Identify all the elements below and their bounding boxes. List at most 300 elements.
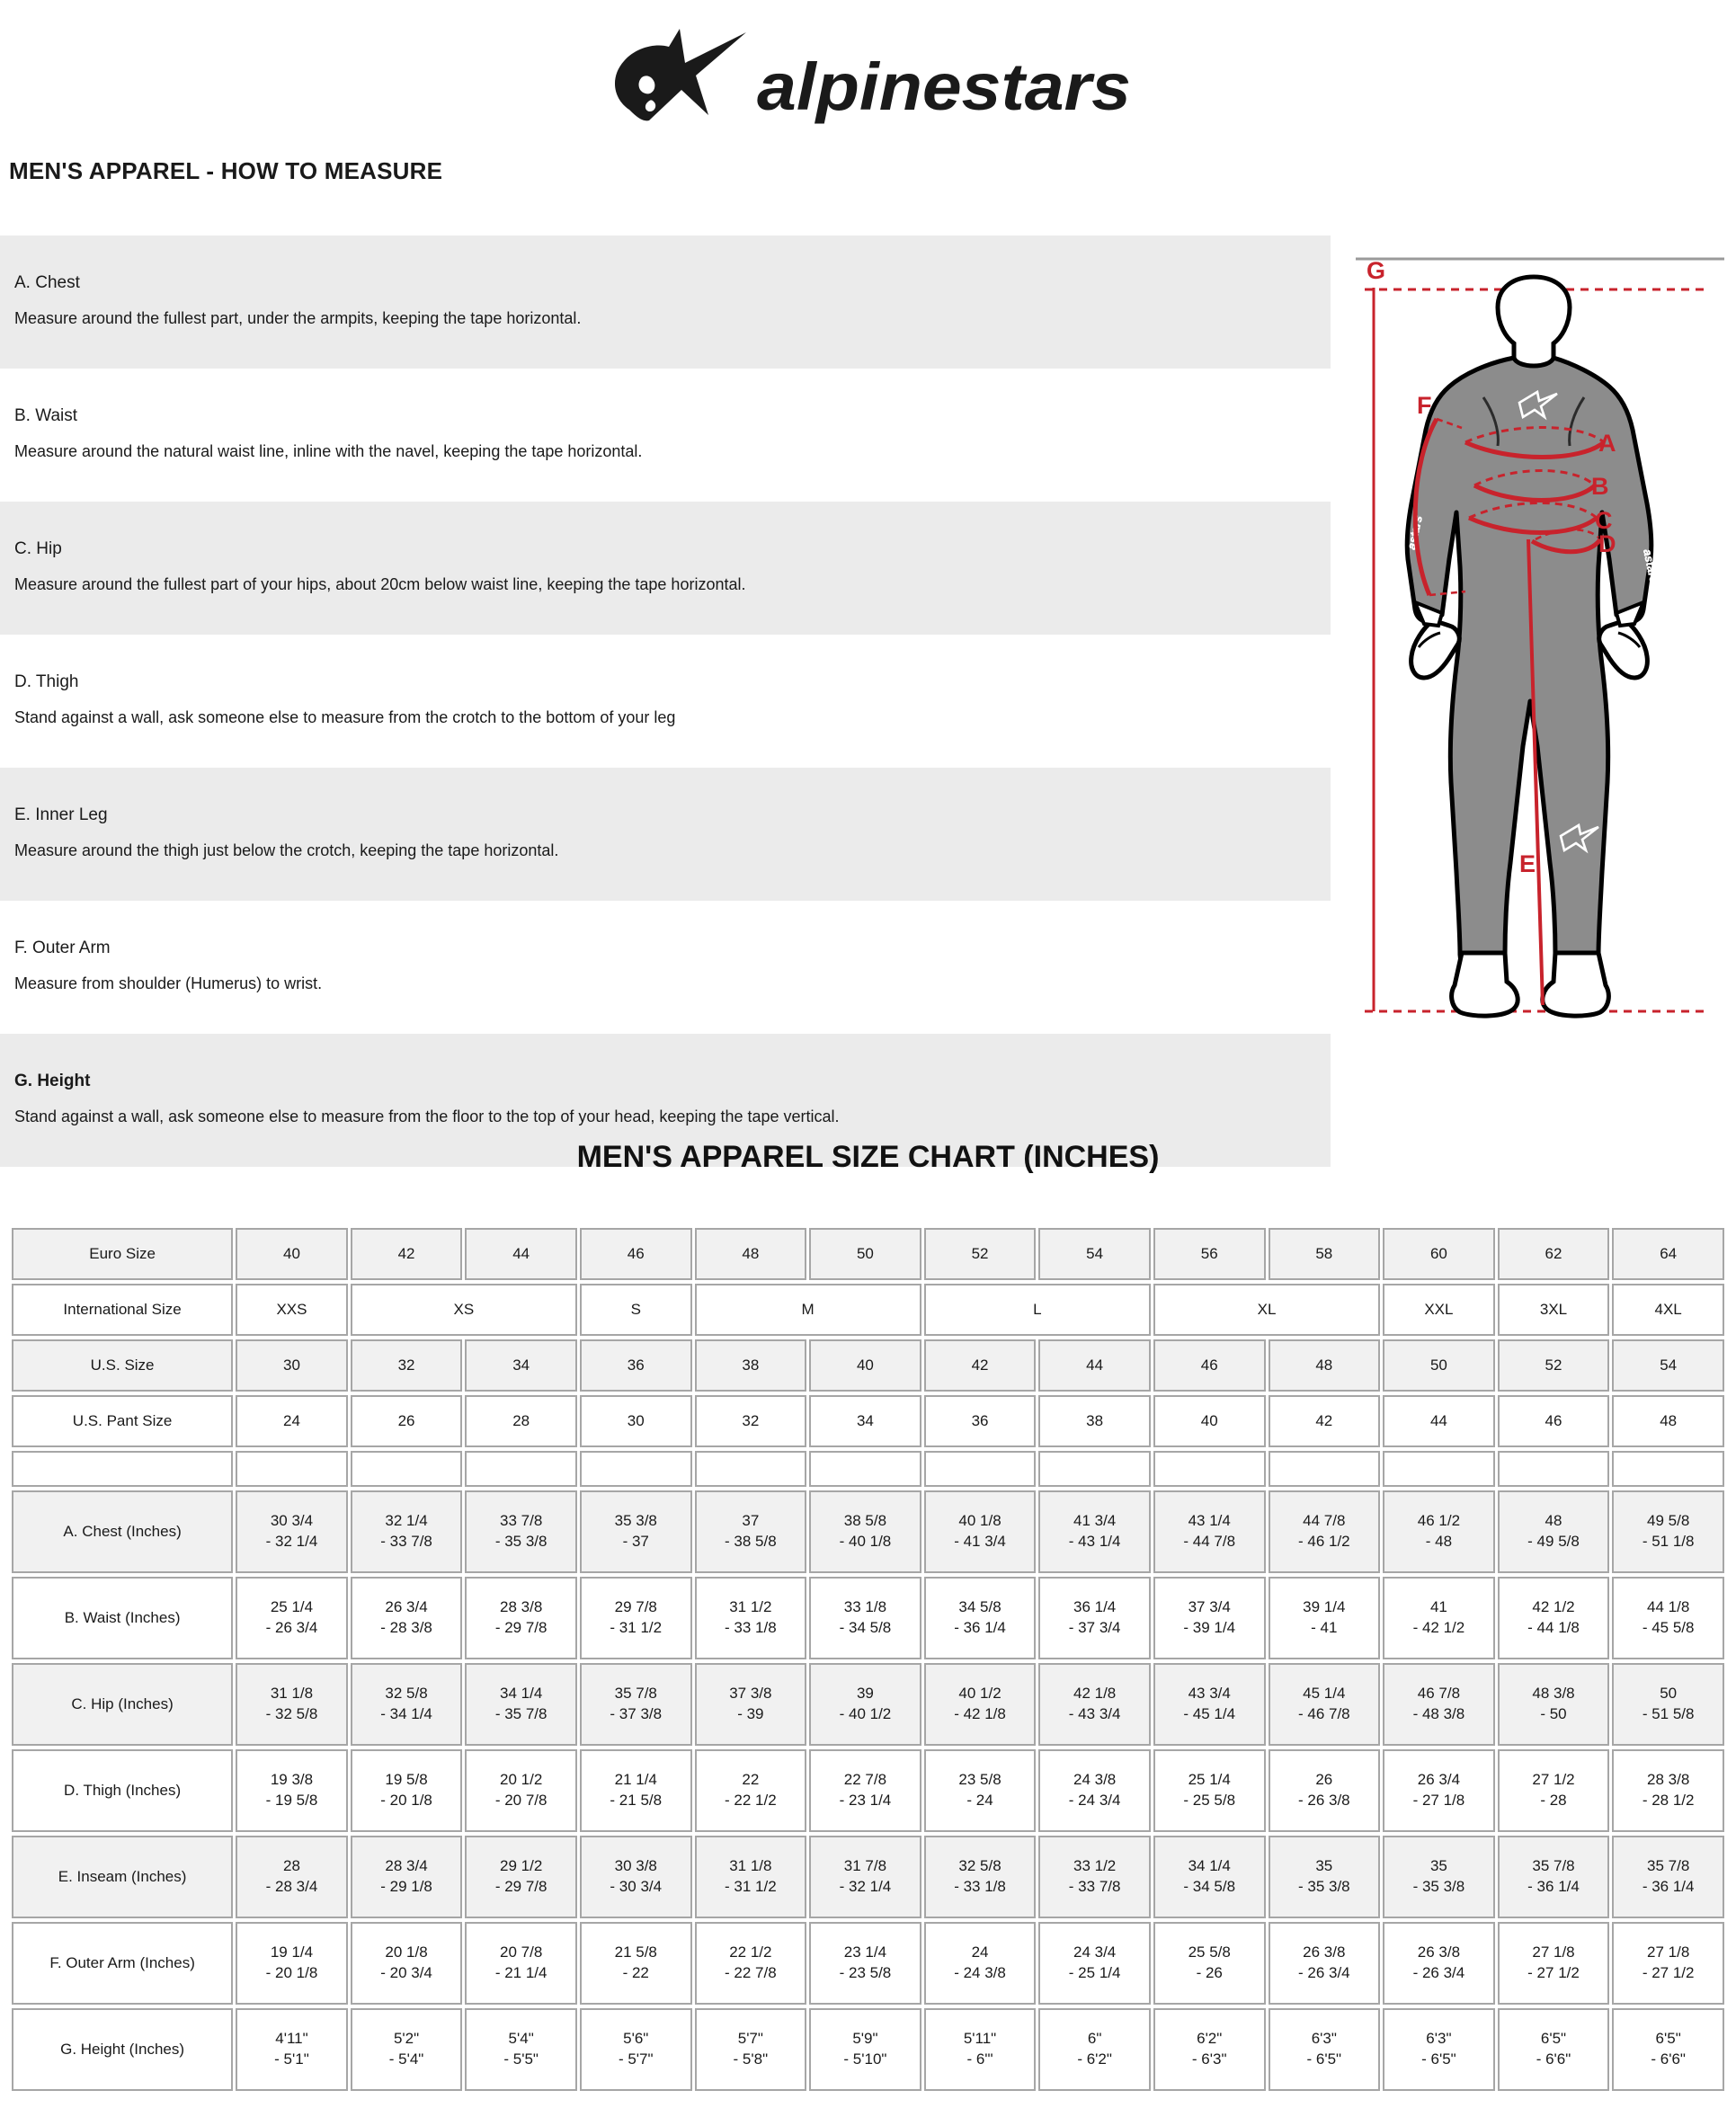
- value-high: 42 1/2: [1532, 1598, 1575, 1616]
- cell: [580, 1577, 692, 1659]
- value-high: 43 1/4: [1188, 1512, 1231, 1530]
- value-low: - 37: [622, 1533, 649, 1550]
- row-label: E. Inseam (Inches): [12, 1836, 233, 1918]
- cell: 48: [1269, 1339, 1381, 1392]
- value-low: - 33 1/8: [954, 1878, 1006, 1895]
- cell: [1498, 1922, 1610, 2005]
- measure-desc: Measure around the fullest part, under the armpits, keeping the tape horizontal.: [14, 309, 582, 327]
- cell: [809, 1663, 921, 1746]
- measure-row-outer-arm: [0, 901, 1331, 1034]
- value-low: - 31 1/2: [610, 1619, 663, 1636]
- cell: [1383, 1922, 1495, 2005]
- value-high: 24 3/8: [1073, 1771, 1117, 1789]
- value-high: 34 1/4: [1188, 1857, 1231, 1875]
- value-low: - 49 5/8: [1527, 1533, 1580, 1550]
- diagram-label-d: D: [1598, 530, 1616, 557]
- value-high: 28 3/8: [500, 1598, 543, 1616]
- cell: [465, 1577, 577, 1659]
- value-low: - 26 3/4: [1412, 1964, 1465, 1981]
- value-low: - 45 5/8: [1642, 1619, 1695, 1636]
- value-high: 37 3/8: [729, 1685, 772, 1703]
- cell: 40: [809, 1339, 921, 1392]
- diagram-label-g: G: [1367, 257, 1386, 284]
- value-high: 5'6": [623, 2030, 649, 2048]
- value-high: 6'3": [1311, 2030, 1337, 2048]
- measure-title: G. Height: [14, 1072, 91, 1090]
- cell: [580, 1749, 692, 1832]
- value-high: 41: [1429, 1598, 1447, 1616]
- diagram-label-b: B: [1591, 473, 1609, 500]
- table-row-chest: [12, 1490, 1724, 1573]
- value-high: 24: [971, 1943, 989, 1961]
- cell: [1153, 1922, 1266, 2005]
- value-low: - 43 1/4: [1068, 1533, 1121, 1550]
- table-row-international-size: [12, 1284, 1724, 1336]
- cell: [236, 1577, 348, 1659]
- value-low: - 5'1": [274, 2050, 309, 2068]
- value-high: 27 1/2: [1532, 1771, 1575, 1789]
- cell: 50: [1383, 1339, 1495, 1392]
- cell: 42: [924, 1339, 1037, 1392]
- spacer-cell: [809, 1451, 921, 1487]
- value-high: 41 3/4: [1073, 1512, 1117, 1530]
- spacer-cell: [1498, 1451, 1610, 1487]
- cell: [465, 1490, 577, 1573]
- cell: [1269, 1663, 1381, 1746]
- value-high: 5'2": [393, 2030, 420, 2048]
- value-high: 30 3/8: [614, 1857, 657, 1875]
- cell: [351, 1836, 463, 1918]
- value-high: 6'3": [1426, 2030, 1452, 2048]
- value-low: - 29 7/8: [494, 1619, 548, 1636]
- value-low: - 32 1/4: [265, 1533, 318, 1550]
- row-label: D. Thigh (Inches): [12, 1749, 233, 1832]
- value-high: 19 3/8: [270, 1771, 314, 1789]
- value-low: - 25 1/4: [1068, 1964, 1121, 1981]
- cell: [580, 1922, 692, 2005]
- cell: [1498, 1749, 1610, 1832]
- cell: XL: [1153, 1284, 1380, 1336]
- value-low: - 5'10": [843, 2050, 887, 2068]
- measure-title: F. Outer Arm: [14, 938, 111, 957]
- table-row-euro-size: [12, 1228, 1724, 1280]
- cell: 30: [580, 1395, 692, 1447]
- value-high: 6'2": [1197, 2030, 1223, 2048]
- value-high: 6'5": [1655, 2030, 1681, 2048]
- value-low: - 20 3/4: [380, 1964, 432, 1981]
- spacer-cell: [924, 1451, 1037, 1487]
- value-low: - 27 1/2: [1642, 1964, 1695, 1981]
- cell: [1383, 1490, 1495, 1573]
- cell: 30: [236, 1339, 348, 1392]
- diagram-label-c: C: [1595, 507, 1613, 534]
- cell: 24: [236, 1395, 348, 1447]
- cell: 34: [465, 1339, 577, 1392]
- value-high: 23 5/8: [958, 1771, 1002, 1789]
- value-high: 5'11": [963, 2030, 997, 2048]
- value-high: 35 7/8: [1532, 1857, 1575, 1875]
- value-low: - 48 3/8: [1412, 1705, 1465, 1722]
- cell: [1612, 1490, 1724, 1573]
- value-high: 27 1/8: [1647, 1943, 1690, 1961]
- cell: [1612, 1836, 1724, 1918]
- cell: [1038, 2008, 1151, 2091]
- value-low: - 25 5/8: [1183, 1792, 1236, 1809]
- cell: [809, 1922, 921, 2005]
- cell: 32: [695, 1395, 807, 1447]
- value-high: 29 7/8: [614, 1598, 657, 1616]
- value-high: 20 7/8: [500, 1943, 543, 1961]
- cell: 44: [465, 1228, 577, 1280]
- cell: [1269, 1836, 1381, 1918]
- value-low: - 24 3/8: [954, 1964, 1006, 1981]
- value-low: - 41 3/4: [954, 1533, 1006, 1550]
- cell: [351, 1490, 463, 1573]
- cell: 58: [1269, 1228, 1381, 1280]
- cell: [924, 1577, 1037, 1659]
- measurement-instructions-list: [0, 236, 1331, 1167]
- cell: [1038, 1836, 1151, 1918]
- cell: M: [695, 1284, 921, 1336]
- cell: [924, 1922, 1037, 2005]
- cell: [1383, 2008, 1495, 2091]
- cell: [1153, 1749, 1266, 1832]
- cell: 36: [580, 1339, 692, 1392]
- size-chart-title: MEN'S APPAREL SIZE CHART (INCHES): [576, 1140, 1160, 1174]
- value-high: 5'4": [508, 2030, 534, 2048]
- measure-row-hip: [0, 502, 1331, 635]
- cell: [351, 1663, 463, 1746]
- alpinestars-logo-icon: [602, 27, 1142, 135]
- spacer-cell: [236, 1451, 348, 1487]
- value-high: 22: [742, 1771, 760, 1789]
- measure-desc: Measure from shoulder (Humerus) to wrist.: [14, 974, 323, 992]
- value-low: - 43 3/4: [1068, 1705, 1121, 1722]
- value-high: 25 1/4: [270, 1598, 314, 1616]
- value-high: 33 1/2: [1073, 1857, 1117, 1875]
- value-low: - 44 7/8: [1183, 1533, 1236, 1550]
- cell: [351, 1577, 463, 1659]
- cell: [809, 2008, 921, 2091]
- value-low: - 26 3/4: [265, 1619, 318, 1636]
- cell: [1612, 1663, 1724, 1746]
- value-low: - 24: [966, 1792, 993, 1809]
- value-low: - 29 7/8: [494, 1878, 548, 1895]
- cell: 48: [1612, 1395, 1724, 1447]
- cell: 46: [580, 1228, 692, 1280]
- value-low: - 34 5/8: [1183, 1878, 1236, 1895]
- value-low: - 24 3/4: [1068, 1792, 1121, 1809]
- cell: [695, 1577, 807, 1659]
- value-high: 33 7/8: [500, 1512, 543, 1530]
- row-label: B. Waist (Inches): [12, 1577, 233, 1659]
- value-low: - 35 3/8: [1412, 1878, 1465, 1895]
- cell: [695, 1490, 807, 1573]
- value-low: - 36 1/4: [1527, 1878, 1580, 1895]
- cell: [465, 2008, 577, 2091]
- cell: [1153, 1836, 1266, 1918]
- cell: [465, 1749, 577, 1832]
- value-high: 34 1/4: [500, 1685, 543, 1703]
- cell: [1153, 1490, 1266, 1573]
- cell: [1269, 1922, 1381, 2005]
- cell: [1383, 1577, 1495, 1659]
- cell: [236, 1749, 348, 1832]
- cell: 42: [1269, 1395, 1381, 1447]
- cell: 64: [1612, 1228, 1724, 1280]
- value-high: 25 1/4: [1188, 1771, 1231, 1789]
- value-low: - 33 7/8: [380, 1533, 432, 1550]
- value-low: - 26 3/8: [1297, 1792, 1350, 1809]
- cell: [236, 1663, 348, 1746]
- value-high: 38 5/8: [843, 1512, 887, 1530]
- value-high: 22 1/2: [729, 1943, 772, 1961]
- value-high: 35 3/8: [614, 1512, 657, 1530]
- value-high: 34 5/8: [958, 1598, 1002, 1616]
- cell: [1383, 1749, 1495, 1832]
- value-high: 32 5/8: [958, 1857, 1002, 1875]
- value-high: 24 3/4: [1073, 1943, 1117, 1961]
- cell: 3XL: [1498, 1284, 1610, 1336]
- svg-text:astars: astars: [1641, 547, 1661, 585]
- cell: [1153, 1663, 1266, 1746]
- cell: [1498, 2008, 1610, 2091]
- value-high: 27 1/8: [1532, 1943, 1575, 1961]
- value-low: - 21 5/8: [610, 1792, 663, 1809]
- value-high: 40 1/8: [958, 1512, 1002, 1530]
- value-low: - 26: [1196, 1964, 1223, 1981]
- cell: XXS: [236, 1284, 348, 1336]
- value-low: - 46 1/2: [1297, 1533, 1350, 1550]
- cell: [465, 1922, 577, 2005]
- value-low: - 5'5": [503, 2050, 539, 2068]
- cell: [809, 1749, 921, 1832]
- cell: [1038, 1490, 1151, 1573]
- cell: [695, 2008, 807, 2091]
- value-high: 28 3/4: [385, 1857, 428, 1875]
- cell: [924, 1749, 1037, 1832]
- value-high: 37: [742, 1512, 760, 1530]
- value-high: 35: [1315, 1857, 1333, 1875]
- cell: [1038, 1663, 1151, 1746]
- cell: 52: [1498, 1339, 1610, 1392]
- cell: [809, 1836, 921, 1918]
- cell: [1038, 1922, 1151, 2005]
- cell: 26: [351, 1395, 463, 1447]
- value-low: - 29 1/8: [380, 1878, 432, 1895]
- table-spacer-row: [12, 1451, 1724, 1487]
- measure-desc: Measure around the natural waist line, inline with the navel, keeping the tape horizontal.: [14, 442, 643, 460]
- measure-title: B. Waist: [14, 406, 78, 425]
- cell: [695, 1749, 807, 1832]
- value-low: - 33 1/8: [725, 1619, 777, 1636]
- value-low: - 46 7/8: [1297, 1705, 1350, 1722]
- measure-desc: Stand against a wall, ask someone else to measure from the crotch to the bottom of your leg: [14, 708, 676, 726]
- value-low: - 42 1/2: [1412, 1619, 1465, 1636]
- value-low: - 30 3/4: [610, 1878, 663, 1895]
- table-row-hip: [12, 1663, 1724, 1746]
- cell: [465, 1836, 577, 1918]
- value-low: - 34 1/4: [380, 1705, 432, 1722]
- spacer-cell: [351, 1451, 463, 1487]
- value-high: 44 1/8: [1647, 1598, 1690, 1616]
- value-low: - 40 1/2: [839, 1705, 892, 1722]
- cell: [1153, 1577, 1266, 1659]
- measure-desc: Measure around the thigh just below the crotch, keeping the tape horizontal.: [14, 841, 559, 859]
- value-high: 26: [1315, 1771, 1333, 1789]
- value-high: 48: [1545, 1512, 1562, 1530]
- measure-row-chest: [0, 236, 1331, 369]
- table-row-thigh: [12, 1749, 1724, 1832]
- cell: [580, 2008, 692, 2091]
- cell: 54: [1038, 1228, 1151, 1280]
- size-chart-table: [9, 1224, 1727, 2095]
- value-high: 28: [283, 1857, 300, 1875]
- cell: [465, 1663, 577, 1746]
- value-low: - 20 1/8: [380, 1792, 432, 1809]
- cell: [1383, 1663, 1495, 1746]
- value-high: 44 7/8: [1303, 1512, 1346, 1530]
- cell: [924, 1836, 1037, 1918]
- cell: 28: [465, 1395, 577, 1447]
- value-low: - 23 1/4: [839, 1792, 892, 1809]
- value-high: 19 1/4: [270, 1943, 314, 1961]
- value-low: - 35 3/8: [494, 1533, 548, 1550]
- cell: 38: [1038, 1395, 1151, 1447]
- table-row-waist: [12, 1577, 1724, 1659]
- cell: [809, 1490, 921, 1573]
- value-high: 48 3/8: [1532, 1685, 1575, 1703]
- cell: 50: [809, 1228, 921, 1280]
- value-low: - 31 1/2: [725, 1878, 777, 1895]
- cell: [351, 2008, 463, 2091]
- value-low: - 34 5/8: [839, 1619, 892, 1636]
- cell: 44: [1038, 1339, 1151, 1392]
- spacer-cell: [12, 1451, 233, 1487]
- value-high: 6": [1087, 2030, 1102, 2048]
- row-label: U.S. Pant Size: [12, 1395, 233, 1447]
- value-low: - 51 1/8: [1642, 1533, 1695, 1550]
- row-label: A. Chest (Inches): [12, 1490, 233, 1573]
- value-low: - 42 1/8: [954, 1705, 1006, 1722]
- body-measurement-diagram: [1329, 243, 1729, 1061]
- cell: [924, 1490, 1037, 1573]
- value-high: 36 1/4: [1073, 1598, 1117, 1616]
- cell: [1498, 1836, 1610, 1918]
- row-label: G. Height (Inches): [12, 2008, 233, 2091]
- cell: [1269, 1577, 1381, 1659]
- cell: [1269, 2008, 1381, 2091]
- value-low: - 36 1/4: [954, 1619, 1006, 1636]
- cell: 60: [1383, 1228, 1495, 1280]
- value-high: 26 3/4: [385, 1598, 428, 1616]
- value-high: 35: [1429, 1857, 1447, 1875]
- cell: [1498, 1577, 1610, 1659]
- value-low: - 23 5/8: [839, 1964, 892, 1981]
- svg-text:astars: astars: [1404, 514, 1425, 551]
- value-high: 26 3/8: [1303, 1943, 1346, 1961]
- value-high: 31 1/8: [270, 1685, 314, 1703]
- value-low: - 41: [1311, 1619, 1338, 1636]
- value-high: 26 3/4: [1417, 1771, 1461, 1789]
- measure-desc: Stand against a wall, ask someone else to measure from the floor to the top of your head, keeping the tape vertical.: [14, 1107, 840, 1125]
- table-row-height: [12, 2008, 1724, 2091]
- spacer-cell: [465, 1451, 577, 1487]
- value-low: - 28 3/8: [380, 1619, 432, 1636]
- measure-row-inner-leg: [0, 768, 1331, 901]
- row-label: Euro Size: [12, 1228, 233, 1280]
- row-label: F. Outer Arm (Inches): [12, 1922, 233, 2005]
- cell: 44: [1383, 1395, 1495, 1447]
- value-high: 28 3/8: [1647, 1771, 1690, 1789]
- value-low: - 33 7/8: [1068, 1878, 1121, 1895]
- cell: 62: [1498, 1228, 1610, 1280]
- spacer-cell: [1038, 1451, 1151, 1487]
- value-low: - 39: [737, 1705, 764, 1722]
- cell: [580, 1836, 692, 1918]
- cell: S: [580, 1284, 692, 1336]
- value-high: 46 7/8: [1417, 1685, 1461, 1703]
- value-high: 32 5/8: [385, 1685, 428, 1703]
- value-low: - 6'2": [1077, 2050, 1112, 2068]
- cell: [1269, 1490, 1381, 1573]
- value-low: - 32 5/8: [265, 1705, 318, 1722]
- measure-title: D. Thigh: [14, 672, 79, 691]
- cell: [1498, 1490, 1610, 1573]
- table-row-inseam: [12, 1836, 1724, 1918]
- cell: [236, 1490, 348, 1573]
- cell: [1612, 1577, 1724, 1659]
- cell: XS: [351, 1284, 577, 1336]
- value-high: 42 1/8: [1073, 1685, 1117, 1703]
- cell: 40: [236, 1228, 348, 1280]
- value-low: - 51 5/8: [1642, 1705, 1695, 1722]
- value-low: - 19 5/8: [265, 1792, 318, 1809]
- value-high: 19 5/8: [385, 1771, 428, 1789]
- cell: 56: [1153, 1228, 1266, 1280]
- value-high: 32 1/4: [385, 1512, 428, 1530]
- value-low: - 27 1/8: [1412, 1792, 1465, 1809]
- row-label: U.S. Size: [12, 1339, 233, 1392]
- row-label: C. Hip (Inches): [12, 1663, 233, 1746]
- value-high: 25 5/8: [1188, 1943, 1231, 1961]
- diagram-label-e: E: [1519, 850, 1536, 877]
- value-low: - 20 1/8: [265, 1964, 318, 1981]
- value-low: - 48: [1425, 1533, 1453, 1550]
- value-high: 26 3/8: [1417, 1943, 1461, 1961]
- cell: [1498, 1663, 1610, 1746]
- cell: 48: [695, 1228, 807, 1280]
- brand-logo: [602, 27, 1142, 135]
- page-title: MEN'S APPAREL - HOW TO MEASURE: [9, 157, 443, 184]
- value-low: - 37 3/8: [610, 1705, 663, 1722]
- value-high: 37 3/4: [1188, 1598, 1231, 1616]
- cell: [351, 1922, 463, 2005]
- cell: [695, 1836, 807, 1918]
- cell: [1038, 1577, 1151, 1659]
- value-high: 30 3/4: [270, 1512, 314, 1530]
- value-high: 20 1/8: [385, 1943, 428, 1961]
- diagram-label-f: F: [1417, 392, 1432, 419]
- value-high: 39 1/4: [1303, 1598, 1346, 1616]
- value-low: - 28: [1540, 1792, 1567, 1809]
- value-high: 4'11": [275, 2030, 308, 2048]
- value-low: - 28 1/2: [1642, 1792, 1695, 1809]
- value-low: - 35 7/8: [494, 1705, 548, 1722]
- measure-title: C. Hip: [14, 539, 62, 558]
- cell: 38: [695, 1339, 807, 1392]
- value-low: - 6'3": [1191, 2050, 1227, 2068]
